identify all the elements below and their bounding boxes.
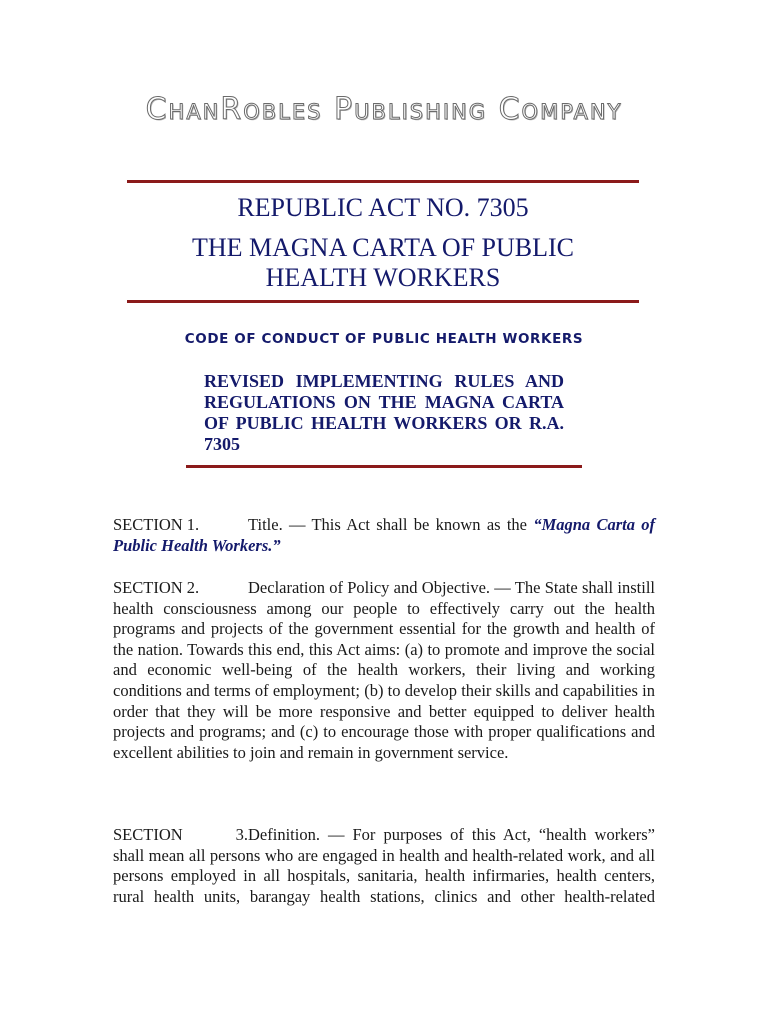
act-number: REPUBLIC ACT NO. 7305 <box>237 193 529 222</box>
section-1 <box>113 515 655 556</box>
section-1-emphasis: “Magna Carta of Public Health Workers.” <box>113 515 655 555</box>
section-2 <box>113 578 655 763</box>
code-of-conduct-heading: CODE OF CONDUCT OF PUBLIC HEALTH WORKERS <box>184 331 584 347</box>
bottom-divider <box>186 465 582 468</box>
section-3-number: SECTION 3. <box>113 825 248 844</box>
section-2-text: Declaration of Policy and Objective. — The State shall instill health consciousness among our people to effectively carry out the health programs and projects of the government essential for the growth and health of the nation. Towards this end, this Act aims: (a) to promote and improve the social and economic well-being of the health workers, their living and working conditions and terms of employment; (b) to develop their skills and capabilities in order that they will be more responsive and better equipped to deliver health projects and programs; and (c) to encourage those with proper qualifications and excellent abilities to join and remain in government service. <box>113 578 655 762</box>
act-title-line-1: THE MAGNA CARTA OF PUBLIC <box>191 233 575 262</box>
middle-divider <box>127 300 639 303</box>
act-title-line-2: HEALTH WORKERS <box>265 263 501 292</box>
section-1-number: SECTION 1. <box>113 515 200 534</box>
publisher-name: ChanRobles Publishing Company <box>145 92 623 127</box>
section-1-text: Title. — This Act shall be known as the <box>248 515 528 534</box>
revised-rules-heading: REVISED IMPLEMENTING RULES AND REGULATIONS ON THE MAGNA CARTA OF PUBLIC HEALTH WORKERS OR R.A. 7305 <box>204 371 564 454</box>
section-3 <box>113 825 655 907</box>
section-3-text: Definition. — For purposes of this Act, “health workers” shall mean all persons who are engaged in health and health-related work, and all persons employed in all hospitals, sanitaria, health infirmaries, health centers, rural health units, barangay health stations, clinics and other health-related <box>113 825 655 906</box>
section-2-number: SECTION 2. <box>113 578 200 597</box>
top-divider <box>127 180 639 183</box>
